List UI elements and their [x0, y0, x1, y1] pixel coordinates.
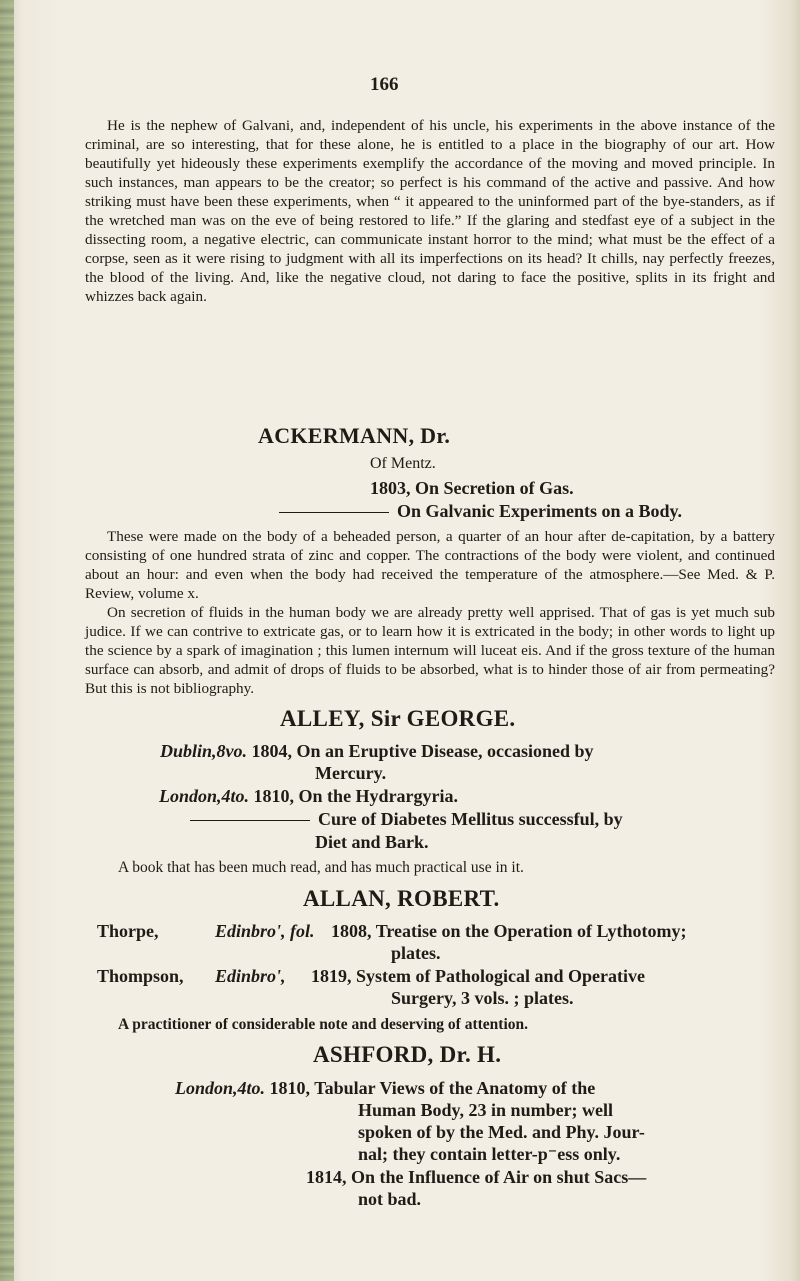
alley-entry-2-format: 4to. — [221, 786, 250, 806]
ashford-entry-1-format: 4to. — [237, 1078, 266, 1098]
ashford-entry-1 — [175, 1078, 595, 1099]
allan-entry-2-cont: Surgery, 3 vols. ; plates. — [391, 988, 574, 1008]
alley-entry-1-year: 1804, — [251, 741, 293, 761]
allan-heading: ALLAN, ROBERT. — [303, 886, 500, 911]
alley-entry-1-format: 8vo. — [216, 741, 248, 761]
allan-entry-2-place: Edinbro', — [215, 966, 286, 986]
ashford-entry-1-title: Tabular Views of the Anatomy of the — [314, 1078, 596, 1098]
page-number: 166 — [370, 74, 399, 95]
ashford-entry-2-title: On the Influence of Air on shut Sacs— — [351, 1167, 647, 1187]
alley-entry-1-place: Dublin, — [160, 741, 217, 761]
allan-note: A practitioner of considerable note and deserving of attention. — [118, 1016, 529, 1033]
ackermann-heading: ACKERMANN, Dr. — [258, 423, 451, 448]
ackermann-entry-2 — [279, 501, 682, 522]
ackermann-entry-2-title: On Galvanic Experiments on a Body. — [397, 501, 683, 521]
ashford-entry-2-cont: not bad. — [358, 1189, 422, 1209]
alley-heading: ALLEY, Sir GEORGE. — [280, 706, 516, 731]
allan-entry-1-cont: plates. — [391, 943, 441, 963]
alley-entry-3-title: Cure of Diabetes Mellitus successful, by — [318, 809, 623, 829]
allan-entry-1-place: Edinbro', fol. — [215, 921, 315, 941]
ackermann-entry-1: 1803, On Secretion of Gas. — [370, 478, 574, 498]
alley-entry-2-place: London, — [159, 786, 222, 806]
allan-entry-1-year: 1808, — [331, 921, 372, 941]
allan-entry-1-publisher: Thorpe, — [97, 921, 159, 941]
ashford-entry-1-line-2: Human Body, 23 in number; well — [358, 1100, 614, 1120]
allan-entry-1 — [97, 921, 777, 942]
ackermann-paragraph-1: These were made on the body of a beheaded person, a quarter of an hour after de-capitation, by a battery consisting of one hundred strata of zinc and copper. The contractions of the body were violent, and continued about an hour: and even when the body had received the temperature of the atmosphere.—See Med. & P. Review, volume x. — [85, 528, 775, 602]
alley-entry-2-year: 1810, — [253, 786, 295, 806]
allan-entry-2-publisher: Thompson, — [97, 966, 184, 986]
alley-entry-3-cont: Diet and Bark. — [315, 832, 429, 852]
galvani-paragraph: He is the nephew of Galvani, and, independent of his uncle, his experiments in the above instance of the criminal, are so interesting, that for these alone, he is entitled to a place in the biography of our art. How beautifully yet hideously these experiments exemplify the accordance of the moving and moved principle. In such instances, man appears to be the creator; so perfect is his command of the active and passive. And how striking must have been these experiments, when “ it appeared to the uninformed part of the bye-standers, as if the wretched man was on the eve of being restored to life.” If the glaring and stedfast eye of a subject in the dissecting room, a negative electric, can communicate instant horror to the mind; what must be the effect of a corpse, seen as it were rising to judgment with all its imperfections on its head? It chills, nay perfectly freezes, the blood of the living. And, like the negative cloud, not daring to face the positive, splits in its fright and whizzes back again. — [85, 117, 775, 305]
allan-entry-2 — [97, 966, 777, 987]
allan-entry-1-title: Treatise on the Operation of Lythotomy; — [375, 921, 687, 941]
ashford-entry-1-line-4: nal; they contain letter-p⁻ess only. — [358, 1144, 621, 1164]
binding-gutter — [0, 0, 14, 1281]
ashford-entry-1-year: 1810, — [269, 1078, 311, 1098]
alley-entry-1-title: On an Eruptive Disease, occasioned by — [296, 741, 594, 761]
alley-note: A book that has been much read, and has much practical use in it. — [118, 859, 524, 876]
ditto-dash — [190, 820, 310, 821]
alley-entry-1 — [160, 741, 594, 762]
ashford-heading: ASHFORD, Dr. H. — [313, 1042, 502, 1067]
ashford-entry-1-place: London, — [175, 1078, 238, 1098]
allan-entry-2-title: System of Pathological and Operative — [356, 966, 645, 986]
alley-entry-2 — [159, 786, 458, 807]
alley-entry-1-cont: Mercury. — [315, 763, 387, 783]
ditto-dash — [279, 512, 389, 513]
ashford-entry-2-year: 1814, — [306, 1167, 347, 1187]
allan-entry-2-year: 1819, — [311, 966, 352, 986]
ashford-entry-2 — [306, 1167, 646, 1188]
ashford-entry-1-line-3: spoken of by the Med. and Phy. Jour- — [358, 1122, 645, 1142]
ackermann-origin: Of Mentz. — [370, 455, 436, 472]
alley-entry-2-title: On the Hydrargyria. — [298, 786, 459, 806]
ackermann-paragraph-2: On secretion of fluids in the human body we are already pretty well apprised. That of gas is yet much sub judice. If we can contrive to extricate gas, or to learn how it is extricated in the body; in other words to light up the science by a spark of imagination ; this lumen internum will luceat eis. And if the gross texture of the human surface can absorb, and admit of drops of fluids to be absorbed, what is to hinder those of air from permeating? But this is not bibliography. — [85, 604, 775, 697]
alley-entry-3 — [190, 809, 623, 830]
